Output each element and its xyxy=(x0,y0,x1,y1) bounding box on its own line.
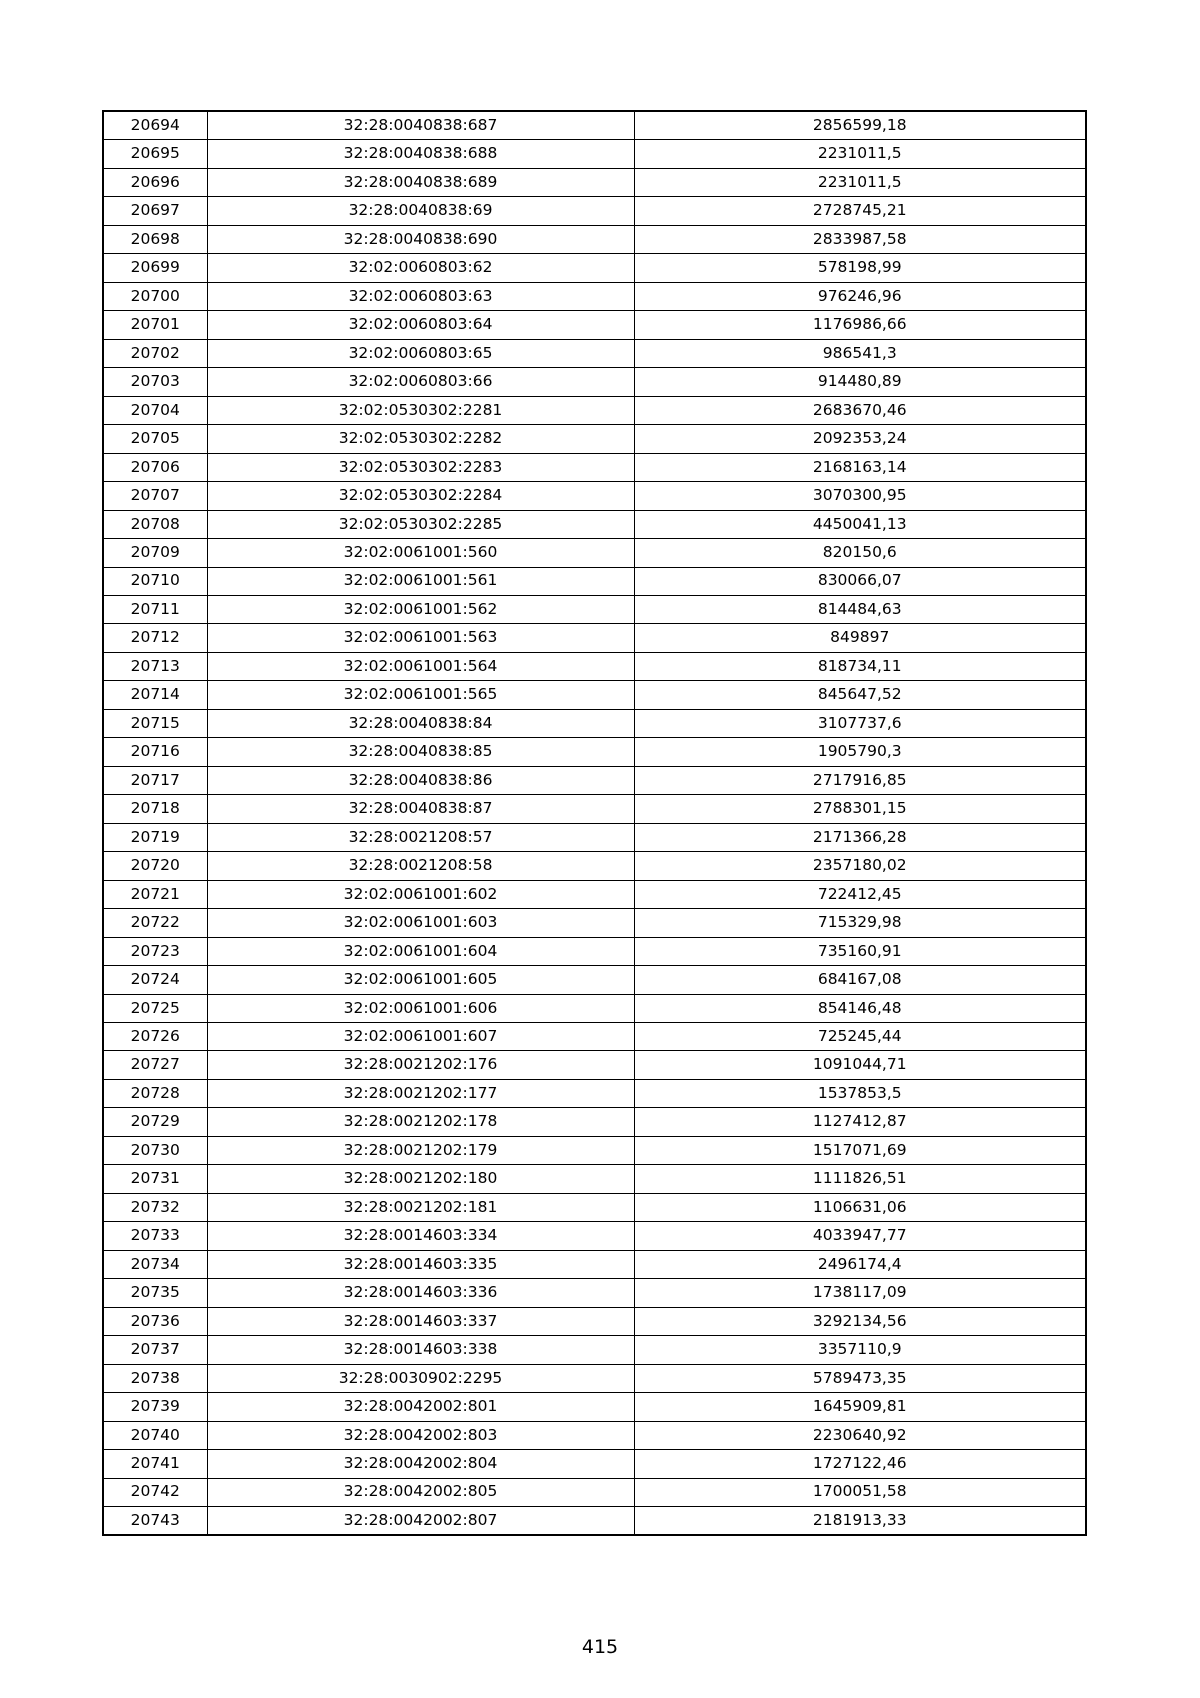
row-number-cell: 20735 xyxy=(103,1279,207,1307)
table-row xyxy=(103,197,1086,225)
table-row xyxy=(103,766,1086,794)
cadastral-number-cell: 32:28:0042002:803 xyxy=(207,1421,634,1449)
cadastral-value-cell: 1176986,66 xyxy=(634,311,1086,339)
cadastral-number-cell: 32:28:0021202:178 xyxy=(207,1108,634,1136)
cadastral-value-cell: 1106631,06 xyxy=(634,1193,1086,1221)
table-row xyxy=(103,225,1086,253)
table-row xyxy=(103,994,1086,1022)
table-row xyxy=(103,1336,1086,1364)
row-number-cell: 20714 xyxy=(103,681,207,709)
table-row xyxy=(103,539,1086,567)
table-row xyxy=(103,1307,1086,1335)
cadastral-value-cell: 2717916,85 xyxy=(634,766,1086,794)
cadastral-number-cell: 32:28:0040838:87 xyxy=(207,795,634,823)
table-row xyxy=(103,311,1086,339)
cadastral-value-cell: 2092353,24 xyxy=(634,425,1086,453)
cadastral-number-cell: 32:28:0021202:176 xyxy=(207,1051,634,1079)
table-row xyxy=(103,254,1086,282)
cadastral-value-cell: 2856599,18 xyxy=(634,111,1086,140)
row-number-cell: 20705 xyxy=(103,425,207,453)
cadastral-value-cell: 2181913,33 xyxy=(634,1506,1086,1535)
row-number-cell: 20712 xyxy=(103,624,207,652)
cadastral-number-cell: 32:02:0530302:2285 xyxy=(207,510,634,538)
row-number-cell: 20730 xyxy=(103,1136,207,1164)
row-number-cell: 20711 xyxy=(103,595,207,623)
cadastral-number-cell: 32:28:0014603:337 xyxy=(207,1307,634,1335)
row-number-cell: 20715 xyxy=(103,709,207,737)
table-row xyxy=(103,709,1086,737)
cadastral-value-cell: 2171366,28 xyxy=(634,823,1086,851)
row-number-cell: 20731 xyxy=(103,1165,207,1193)
cadastral-value-cell: 2833987,58 xyxy=(634,225,1086,253)
row-number-cell: 20698 xyxy=(103,225,207,253)
cadastral-number-cell: 32:28:0040838:689 xyxy=(207,168,634,196)
cadastral-number-cell: 32:28:0014603:334 xyxy=(207,1222,634,1250)
table-body xyxy=(103,111,1086,1535)
cadastral-value-cell: 818734,11 xyxy=(634,652,1086,680)
cadastral-value-cell: 1537853,5 xyxy=(634,1079,1086,1107)
row-number-cell: 20733 xyxy=(103,1222,207,1250)
cadastral-value-cell: 914480,89 xyxy=(634,368,1086,396)
table-row xyxy=(103,852,1086,880)
cadastral-value-cell: 1905790,3 xyxy=(634,738,1086,766)
table-row xyxy=(103,425,1086,453)
table-row xyxy=(103,1023,1086,1051)
table-row xyxy=(103,482,1086,510)
cadastral-value-cell: 1091044,71 xyxy=(634,1051,1086,1079)
table-row xyxy=(103,1108,1086,1136)
row-number-cell: 20707 xyxy=(103,482,207,510)
cadastral-value-cell: 715329,98 xyxy=(634,909,1086,937)
row-number-cell: 20725 xyxy=(103,994,207,1022)
row-number-cell: 20737 xyxy=(103,1336,207,1364)
row-number-cell: 20741 xyxy=(103,1450,207,1478)
cadastral-number-cell: 32:28:0040838:687 xyxy=(207,111,634,140)
table-row xyxy=(103,510,1086,538)
cadastral-value-cell: 4033947,77 xyxy=(634,1222,1086,1250)
cadastral-number-cell: 32:02:0061001:565 xyxy=(207,681,634,709)
row-number-cell: 20719 xyxy=(103,823,207,851)
row-number-cell: 20701 xyxy=(103,311,207,339)
table-row xyxy=(103,1450,1086,1478)
table-row xyxy=(103,738,1086,766)
cadastral-value-cell: 814484,63 xyxy=(634,595,1086,623)
row-number-cell: 20727 xyxy=(103,1051,207,1079)
cadastral-number-cell: 32:02:0530302:2284 xyxy=(207,482,634,510)
cadastral-number-cell: 32:28:0021202:180 xyxy=(207,1165,634,1193)
table-row xyxy=(103,880,1086,908)
cadastral-value-cell: 820150,6 xyxy=(634,539,1086,567)
cadastral-value-cell: 2496174,4 xyxy=(634,1250,1086,1278)
cadastral-number-cell: 32:28:0014603:335 xyxy=(207,1250,634,1278)
cadastral-number-cell: 32:28:0014603:336 xyxy=(207,1279,634,1307)
cadastral-value-cell: 2788301,15 xyxy=(634,795,1086,823)
table-row xyxy=(103,795,1086,823)
cadastral-value-cell: 2231011,5 xyxy=(634,140,1086,168)
row-number-cell: 20708 xyxy=(103,510,207,538)
cadastral-number-cell: 32:02:0530302:2282 xyxy=(207,425,634,453)
table-row xyxy=(103,1364,1086,1392)
table-row xyxy=(103,1250,1086,1278)
cadastral-number-cell: 32:28:0042002:801 xyxy=(207,1393,634,1421)
row-number-cell: 20721 xyxy=(103,880,207,908)
cadastral-number-cell: 32:28:0042002:807 xyxy=(207,1506,634,1535)
row-number-cell: 20722 xyxy=(103,909,207,937)
table-row xyxy=(103,1051,1086,1079)
cadastral-number-cell: 32:02:0061001:604 xyxy=(207,937,634,965)
row-number-cell: 20710 xyxy=(103,567,207,595)
cadastral-number-cell: 32:28:0040838:690 xyxy=(207,225,634,253)
row-number-cell: 20694 xyxy=(103,111,207,140)
cadastral-value-cell: 854146,48 xyxy=(634,994,1086,1022)
cadastral-value-cell: 1517071,69 xyxy=(634,1136,1086,1164)
cadastral-value-cell: 2168163,14 xyxy=(634,453,1086,481)
row-number-cell: 20742 xyxy=(103,1478,207,1506)
row-number-cell: 20713 xyxy=(103,652,207,680)
cadastral-number-cell: 32:28:0040838:85 xyxy=(207,738,634,766)
cadastral-value-cell: 1700051,58 xyxy=(634,1478,1086,1506)
row-number-cell: 20729 xyxy=(103,1108,207,1136)
cadastral-number-cell: 32:28:0040838:86 xyxy=(207,766,634,794)
row-number-cell: 20703 xyxy=(103,368,207,396)
row-number-cell: 20720 xyxy=(103,852,207,880)
cadastral-value-cell: 578198,99 xyxy=(634,254,1086,282)
table-row xyxy=(103,1222,1086,1250)
table-row xyxy=(103,966,1086,994)
cadastral-number-cell: 32:02:0061001:563 xyxy=(207,624,634,652)
cadastral-number-cell: 32:28:0021208:57 xyxy=(207,823,634,851)
table-row xyxy=(103,1421,1086,1449)
cadastral-value-cell: 725245,44 xyxy=(634,1023,1086,1051)
row-number-cell: 20706 xyxy=(103,453,207,481)
row-number-cell: 20728 xyxy=(103,1079,207,1107)
table-row xyxy=(103,1193,1086,1221)
row-number-cell: 20709 xyxy=(103,539,207,567)
row-number-cell: 20739 xyxy=(103,1393,207,1421)
cadastral-number-cell: 32:02:0061001:606 xyxy=(207,994,634,1022)
cadastral-value-cell: 845647,52 xyxy=(634,681,1086,709)
row-number-cell: 20734 xyxy=(103,1250,207,1278)
row-number-cell: 20716 xyxy=(103,738,207,766)
row-number-cell: 20726 xyxy=(103,1023,207,1051)
cadastral-value-cell: 684167,08 xyxy=(634,966,1086,994)
cadastral-number-cell: 32:02:0061001:562 xyxy=(207,595,634,623)
cadastral-number-cell: 32:02:0060803:63 xyxy=(207,282,634,310)
cadastral-number-cell: 32:02:0060803:64 xyxy=(207,311,634,339)
cadastral-number-cell: 32:28:0042002:805 xyxy=(207,1478,634,1506)
cadastral-value-cell: 2230640,92 xyxy=(634,1421,1086,1449)
cadastral-number-cell: 32:02:0060803:65 xyxy=(207,339,634,367)
table-row xyxy=(103,1279,1086,1307)
cadastral-value-cell: 830066,07 xyxy=(634,567,1086,595)
row-number-cell: 20718 xyxy=(103,795,207,823)
table-row xyxy=(103,937,1086,965)
cadastral-number-cell: 32:28:0021208:58 xyxy=(207,852,634,880)
table-row xyxy=(103,681,1086,709)
cadastral-value-cell: 2231011,5 xyxy=(634,168,1086,196)
table-row xyxy=(103,396,1086,424)
cadastral-value-table xyxy=(102,110,1087,1536)
cadastral-number-cell: 32:28:0042002:804 xyxy=(207,1450,634,1478)
table-row xyxy=(103,282,1086,310)
table-row xyxy=(103,1393,1086,1421)
cadastral-value-cell: 735160,91 xyxy=(634,937,1086,965)
cadastral-value-cell: 1111826,51 xyxy=(634,1165,1086,1193)
table-row xyxy=(103,823,1086,851)
cadastral-number-cell: 32:28:0040838:69 xyxy=(207,197,634,225)
row-number-cell: 20695 xyxy=(103,140,207,168)
table-row xyxy=(103,368,1086,396)
cadastral-number-cell: 32:28:0014603:338 xyxy=(207,1336,634,1364)
table-row xyxy=(103,1136,1086,1164)
row-number-cell: 20704 xyxy=(103,396,207,424)
cadastral-number-cell: 32:02:0061001:607 xyxy=(207,1023,634,1051)
cadastral-value-cell: 5789473,35 xyxy=(634,1364,1086,1392)
cadastral-value-cell: 1727122,46 xyxy=(634,1450,1086,1478)
cadastral-number-cell: 32:02:0061001:605 xyxy=(207,966,634,994)
table-row xyxy=(103,652,1086,680)
row-number-cell: 20700 xyxy=(103,282,207,310)
cadastral-value-cell: 976246,96 xyxy=(634,282,1086,310)
row-number-cell: 20738 xyxy=(103,1364,207,1392)
cadastral-value-cell: 1738117,09 xyxy=(634,1279,1086,1307)
table-row xyxy=(103,624,1086,652)
table-row xyxy=(103,168,1086,196)
row-number-cell: 20724 xyxy=(103,966,207,994)
row-number-cell: 20743 xyxy=(103,1506,207,1535)
row-number-cell: 20717 xyxy=(103,766,207,794)
table-row xyxy=(103,339,1086,367)
cadastral-number-cell: 32:02:0061001:602 xyxy=(207,880,634,908)
cadastral-number-cell: 32:28:0021202:181 xyxy=(207,1193,634,1221)
cadastral-value-cell: 2357180,02 xyxy=(634,852,1086,880)
cadastral-number-cell: 32:02:0061001:603 xyxy=(207,909,634,937)
page-number: 415 xyxy=(581,1636,619,1658)
row-number-cell: 20702 xyxy=(103,339,207,367)
row-number-cell: 20736 xyxy=(103,1307,207,1335)
cadastral-value-cell: 3357110,9 xyxy=(634,1336,1086,1364)
table-row xyxy=(103,111,1086,140)
table-row xyxy=(103,1165,1086,1193)
row-number-cell: 20699 xyxy=(103,254,207,282)
cadastral-value-cell: 1645909,81 xyxy=(634,1393,1086,1421)
cadastral-value-cell: 4450041,13 xyxy=(634,510,1086,538)
cadastral-value-cell: 2683670,46 xyxy=(634,396,1086,424)
table-row xyxy=(103,909,1086,937)
cadastral-number-cell: 32:28:0021202:179 xyxy=(207,1136,634,1164)
row-number-cell: 20697 xyxy=(103,197,207,225)
cadastral-number-cell: 32:02:0060803:66 xyxy=(207,368,634,396)
cadastral-number-cell: 32:28:0030902:2295 xyxy=(207,1364,634,1392)
cadastral-value-cell: 3292134,56 xyxy=(634,1307,1086,1335)
cadastral-value-cell: 2728745,21 xyxy=(634,197,1086,225)
cadastral-number-cell: 32:02:0530302:2281 xyxy=(207,396,634,424)
row-number-cell: 20740 xyxy=(103,1421,207,1449)
table-row xyxy=(103,1079,1086,1107)
cadastral-number-cell: 32:02:0060803:62 xyxy=(207,254,634,282)
cadastral-number-cell: 32:02:0061001:564 xyxy=(207,652,634,680)
cadastral-number-cell: 32:28:0021202:177 xyxy=(207,1079,634,1107)
table-row xyxy=(103,567,1086,595)
table-row xyxy=(103,1478,1086,1506)
cadastral-value-cell: 1127412,87 xyxy=(634,1108,1086,1136)
table-row xyxy=(103,453,1086,481)
cadastral-value-cell: 849897 xyxy=(634,624,1086,652)
cadastral-number-cell: 32:02:0530302:2283 xyxy=(207,453,634,481)
row-number-cell: 20723 xyxy=(103,937,207,965)
cadastral-value-cell: 722412,45 xyxy=(634,880,1086,908)
cadastral-number-cell: 32:02:0061001:560 xyxy=(207,539,634,567)
row-number-cell: 20696 xyxy=(103,168,207,196)
row-number-cell: 20732 xyxy=(103,1193,207,1221)
cadastral-value-cell: 986541,3 xyxy=(634,339,1086,367)
cadastral-number-cell: 32:28:0040838:84 xyxy=(207,709,634,737)
cadastral-number-cell: 32:28:0040838:688 xyxy=(207,140,634,168)
cadastral-value-cell: 3070300,95 xyxy=(634,482,1086,510)
table-row xyxy=(103,595,1086,623)
table-row xyxy=(103,140,1086,168)
table-row xyxy=(103,1506,1086,1535)
cadastral-number-cell: 32:02:0061001:561 xyxy=(207,567,634,595)
cadastral-value-cell: 3107737,6 xyxy=(634,709,1086,737)
